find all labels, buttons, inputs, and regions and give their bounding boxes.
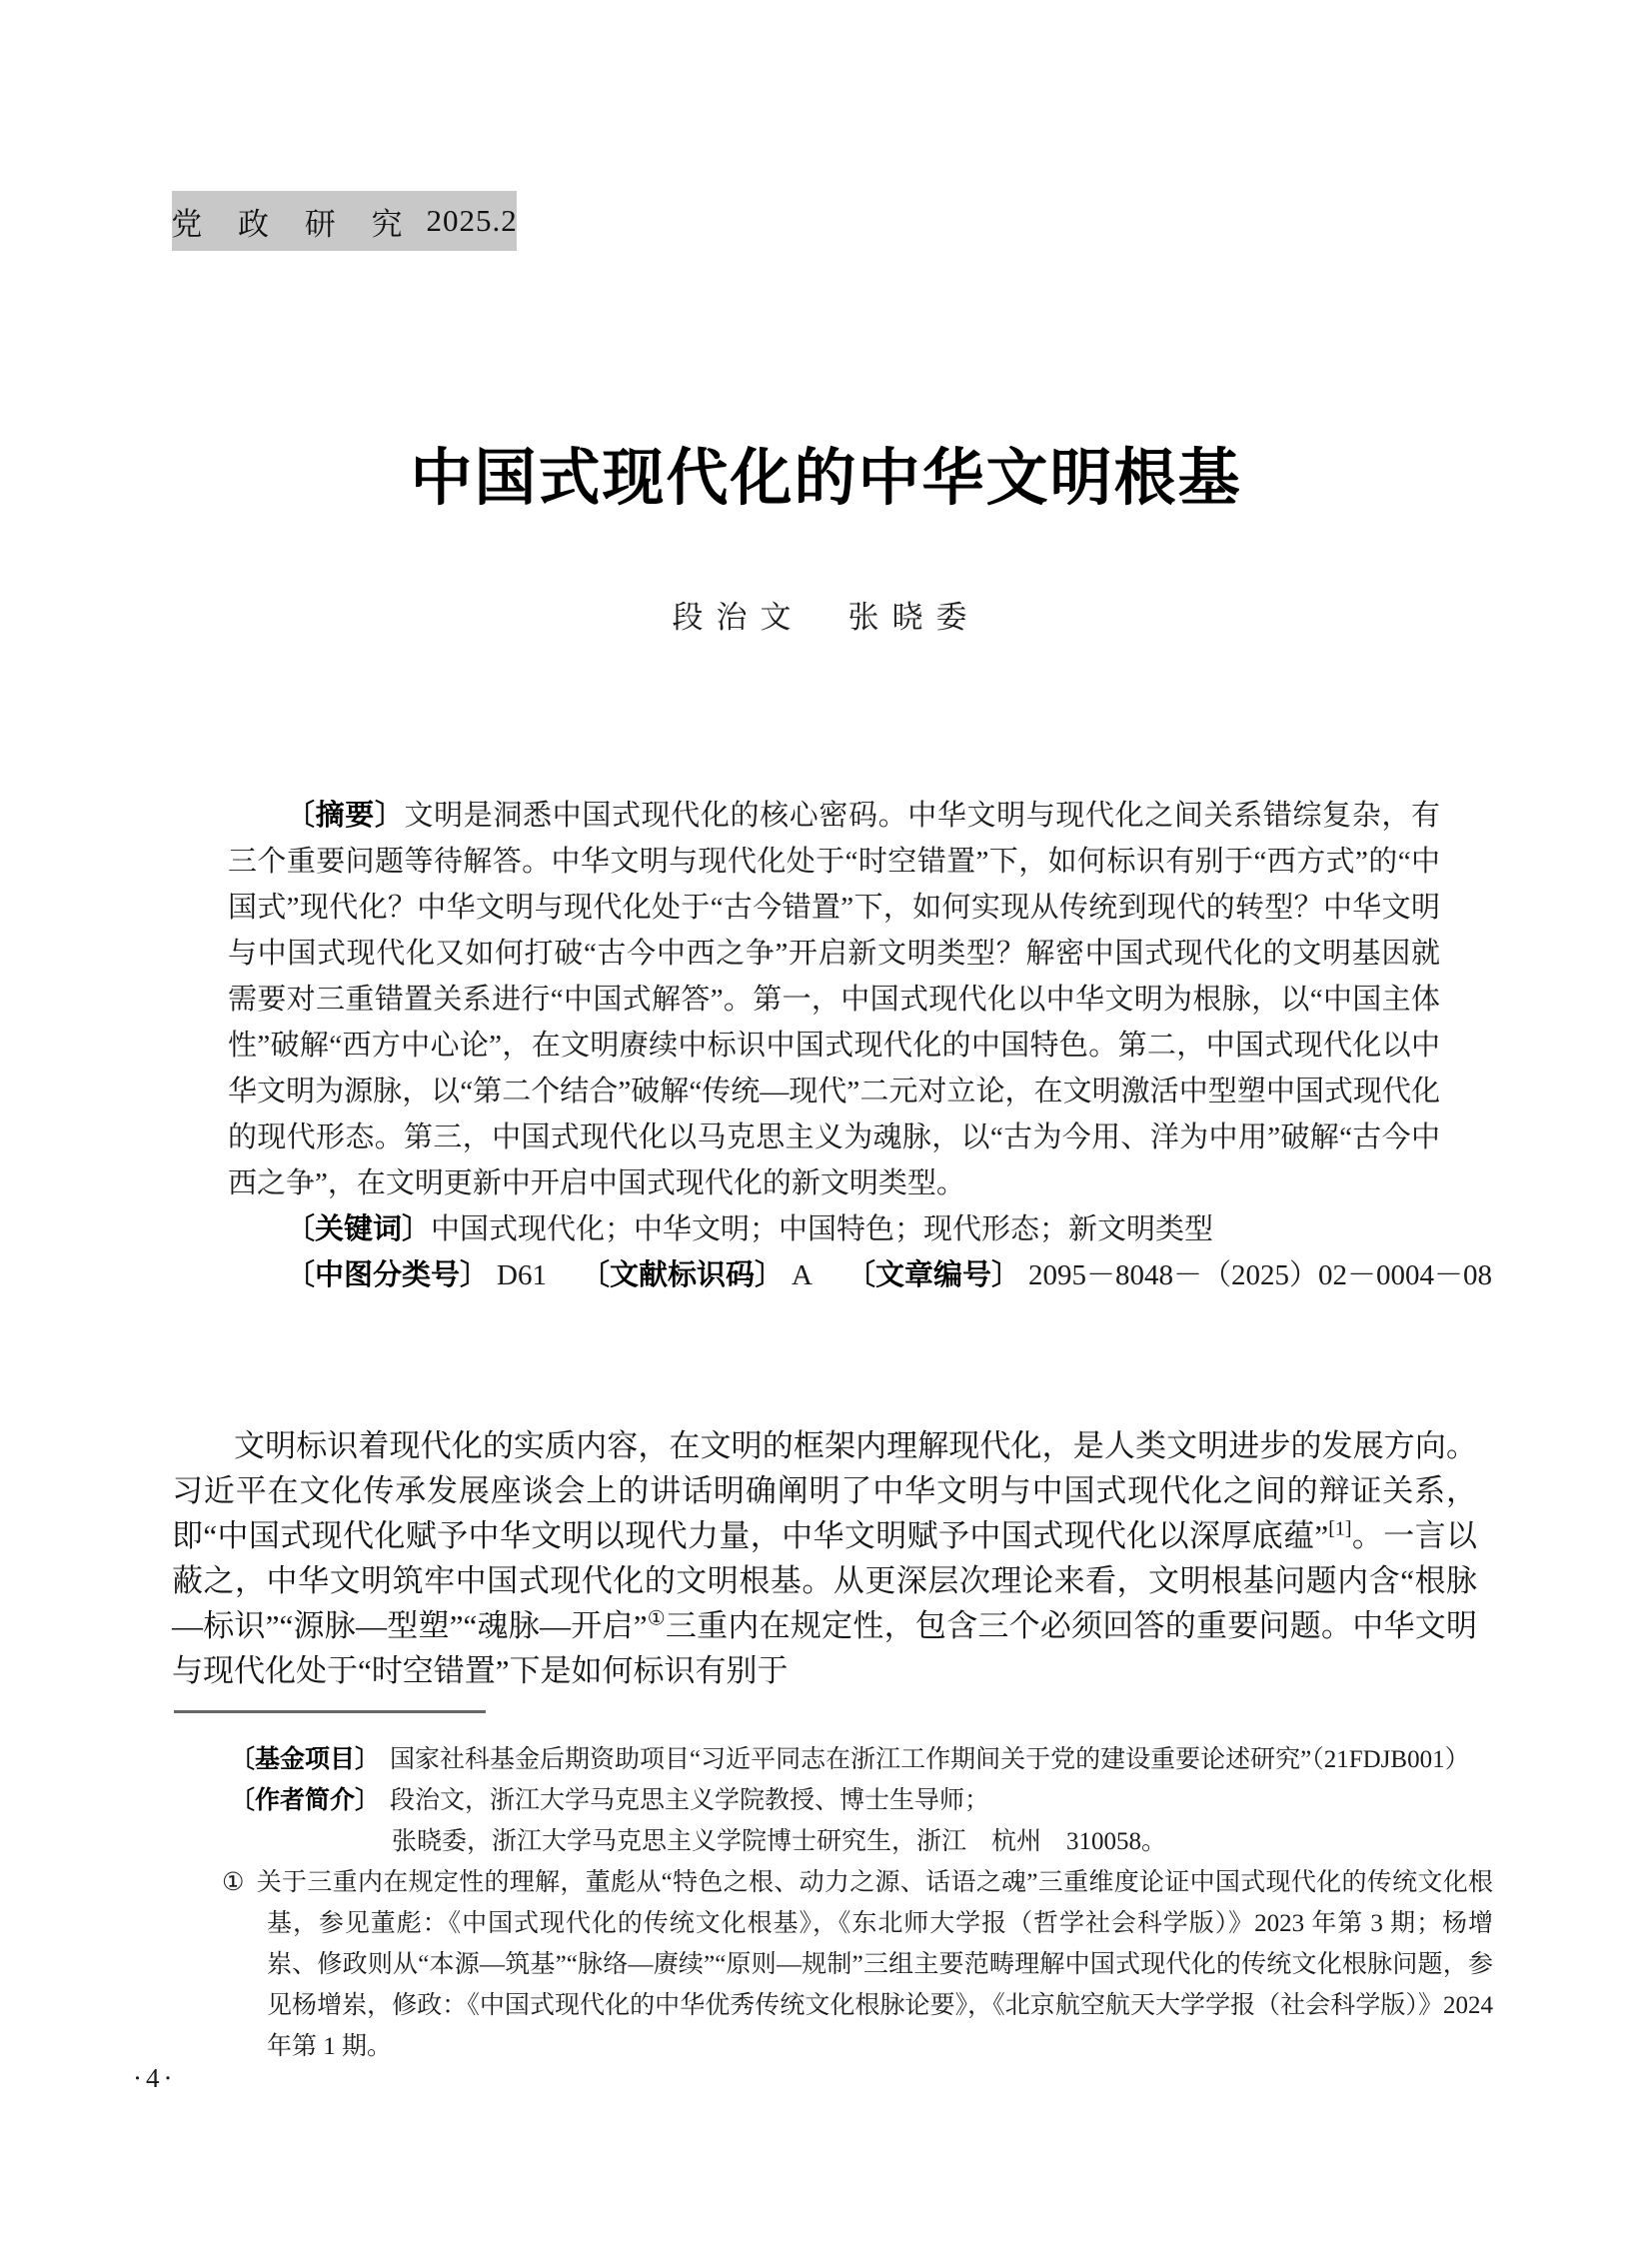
article-title: 中国式现代化的中华文明根基 xyxy=(410,445,1242,513)
footnote-1 xyxy=(172,1862,1493,2067)
footnote-separator-rule xyxy=(174,1710,486,1713)
classification-line xyxy=(228,1252,1492,1298)
footnote-1-text: 关于三重内在规定性的理解，董彪从“特色之根、动力之源、话语之魂”三重维度论证中国式现代化的传统文化根基，参见董彪：《中国式现代化的传统文化根基》，《东北师大学报（哲学社会科学版）》2023 年第 3 期；杨增岽、修政则从“本源—筑基”“脉络—赓续”“原则—规制”三组主要范畴理解中国式现代化的传统文化根脉问题，参见杨增岽，修政：《中国式现代化的中华优秀传统文化根脉论要》，《北京航空航天大学学报（社会科学版）》2024 年第 1 期。 xyxy=(256,1869,1493,2060)
body-text-part1: 文明标识着现代化的实质内容，在文明的框架内理解现代化，是人类文明进步的发展方向。习近平在文化传承发展座谈会上的讲话明确阐明了中华文明与中国式现代化之间的辩证关系，即“中国式现代化赋予中华文明以现代力量，中华文明赋予中国式现代化以深厚底蕴” xyxy=(172,1428,1477,1553)
clc-label: 〔中图分类号〕 xyxy=(286,1259,490,1291)
journal-name: 党 政 研 究 xyxy=(171,206,417,242)
abstract-paragraph xyxy=(228,793,1440,1206)
article-id-value: 2095－8048－（2025）02－0004－08 xyxy=(1027,1259,1492,1291)
journal-header-banner xyxy=(172,191,517,251)
doc-code-value: A xyxy=(791,1259,813,1291)
footnote-1-marker: ① xyxy=(222,1869,245,1896)
citation-superscript: [1] xyxy=(1328,1517,1352,1540)
fund-project-label: 〔基金项目〕 xyxy=(230,1745,381,1773)
fund-project-text: 国家社科基金后期资助项目“习近平同志在浙江工作期间关于党的建设重要论述研究”（21FDJB001） xyxy=(390,1746,1470,1773)
abstract-section xyxy=(228,793,1492,1298)
page-number: ·4· xyxy=(133,2063,177,2093)
clc-value: D61 xyxy=(497,1259,547,1291)
doc-code-label: 〔文献标识码〕 xyxy=(580,1259,784,1291)
abstract-text: 文明是洞悉中国式现代化的核心密码。中华文明与现代化之间关系错综复杂，有三个重要问题等待解答。中华文明与现代化处于“时空错置”下，如何标识有别于“西方式”的“中国式”现代化？中华文明与现代化处于“古今错置”下，如何实现从传统到现代的转型？中华文明与中国式现代化又如何打破“古今中西之争”开启新文明类型？解密中国式现代化的文明基因就需要对三重错置关系进行“中国式解答”。第一，中国式现代化以中华文明为根脉，以“中国主体性”破解“西方中心论”，在文明赓续中标识中国式现代化的中国特色。第二，中国式现代化以中华文明为源脉，以“第二个结合”破解“传统—现代”二元对立论，在文明激活中型塑中国式现代化的现代形态。第三，中国式现代化以马克思主义为魂脉，以“古为今用、洋为中用”破解“古今中西之争”，在文明更新中开启中国式现代化的新文明类型。 xyxy=(228,800,1440,1199)
body-paragraph xyxy=(172,1423,1477,1693)
footnotes-section xyxy=(172,1739,1493,2067)
abstract-label: 〔摘要〕 xyxy=(286,800,405,832)
author-bio-line2: 张晓委，浙江大学马克思主义学院博士研究生，浙江 杭州 310058。 xyxy=(392,1828,1167,1855)
article-authors: 段治文 张晓委 xyxy=(672,600,980,635)
keywords-line xyxy=(228,1206,1440,1252)
author-bio-label: 〔作者简介〕 xyxy=(230,1786,381,1814)
body-text-section xyxy=(172,1423,1477,1693)
author-bio-text1: 段治文，浙江大学马克思主义学院教授、博士生导师； xyxy=(390,1787,990,1814)
journal-issue: 2025.2 xyxy=(426,203,518,238)
body-text-part3: 三重内在规定性，包含三个必须回答的重要问题。中华文明与现代化处于“时空错置”下是如何标识有别于 xyxy=(172,1608,1477,1688)
body-text-part2: 。一言以蔽之，中华文明筑牢中国式现代化的文明根基。从更深层次理论来看，文明根基问题内含“根脉—标识”“源脉—型塑”“魂脉—开启” xyxy=(172,1518,1478,1643)
keywords-text: 中国式现代化；中华文明；中国特色；现代形态；新文明类型 xyxy=(431,1213,1214,1245)
footnote-superscript: ① xyxy=(647,1607,666,1630)
author-bio-line1 xyxy=(172,1780,1493,1821)
fund-project-line xyxy=(172,1739,1493,1780)
keywords-label: 〔关键词〕 xyxy=(286,1213,432,1245)
article-id-label: 〔文章编号〕 xyxy=(845,1259,1020,1291)
